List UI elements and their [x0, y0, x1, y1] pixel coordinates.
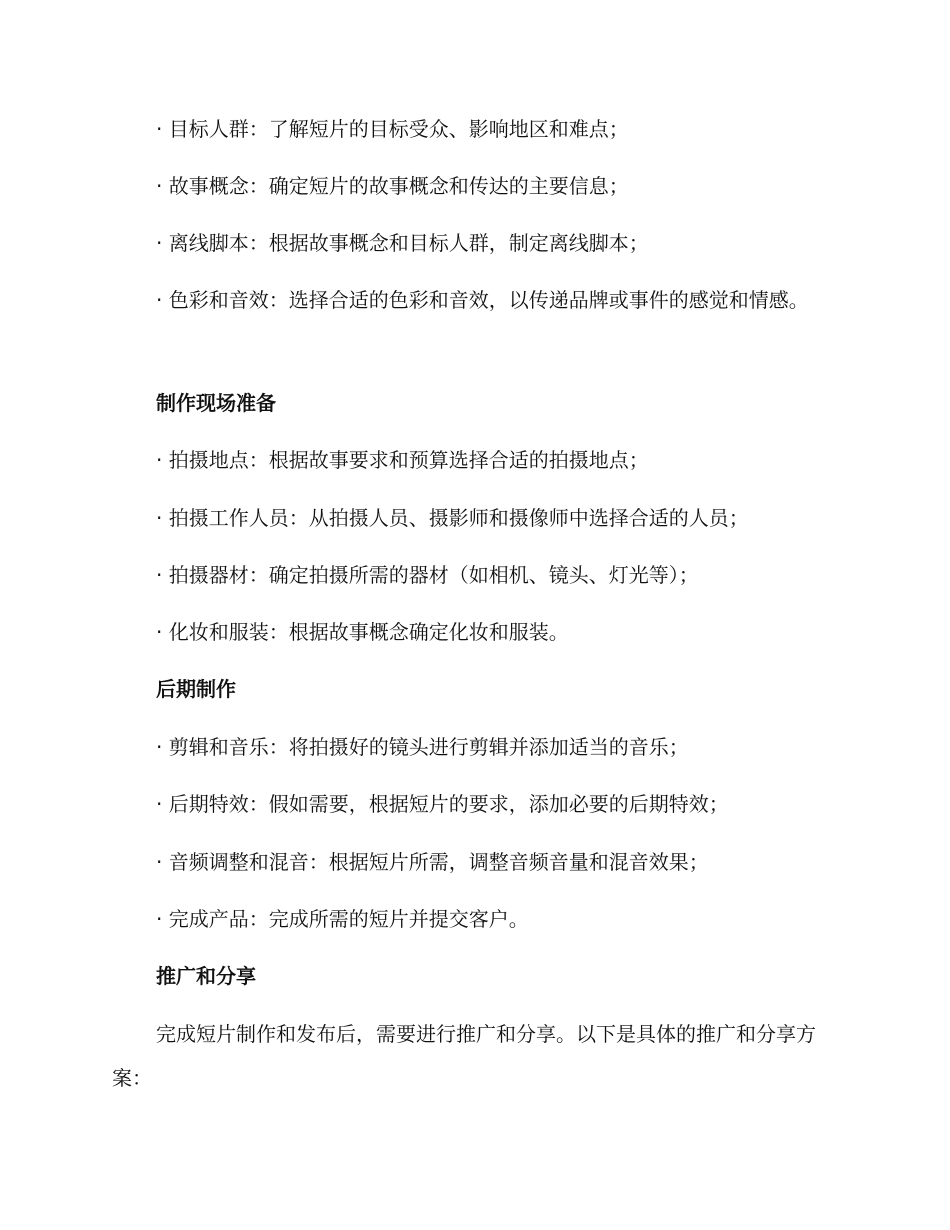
section-heading-post-production: 后期制作	[156, 677, 236, 701]
list-item-location: · 拍摄地点：根据故事要求和预算选择合适的拍摄地点；	[156, 448, 649, 472]
list-item-makeup-costume: · 化妆和服装：根据故事概念确定化妆和服装。	[156, 620, 569, 644]
list-item-story-concept: · 故事概念：确定短片的故事概念和传达的主要信息；	[156, 174, 629, 198]
promotion-paragraph: 完成短片制作和发布后，需要进行推广和分享。以下是具体的推广和分享方案：	[112, 1022, 816, 1090]
list-item-color-sound: · 色彩和音效：选择合适的色彩和音效，以传递品牌或事件的感觉和情感。	[156, 288, 809, 312]
list-item-crew: · 拍摄工作人员：从拍摄人员、摄影师和摄像师中选择合适的人员；	[156, 506, 749, 530]
list-item-editing-music: · 剪辑和音乐：将拍摄好的镜头进行剪辑并添加适当的音乐；	[156, 735, 689, 759]
list-item-vfx: · 后期特效：假如需要，根据短片的要求，添加必要的后期特效；	[156, 792, 729, 816]
list-item-deliver-product: · 完成产品：完成所需的短片并提交客户。	[156, 907, 529, 931]
section-heading-production: 制作现场准备	[156, 391, 276, 415]
list-item-target-audience: · 目标人群：了解短片的目标受众、影响地区和难点；	[156, 117, 629, 141]
section-heading-promotion: 推广和分享	[156, 964, 256, 988]
list-item-audio-mixing: · 音频调整和混音：根据短片所需，调整音频音量和混音效果；	[156, 850, 709, 874]
list-item-equipment: · 拍摄器材：确定拍摄所需的器材（如相机、镜头、灯光等）；	[156, 563, 699, 587]
list-item-offline-script: · 离线脚本：根据故事概念和目标人群，制定离线脚本；	[156, 231, 649, 255]
